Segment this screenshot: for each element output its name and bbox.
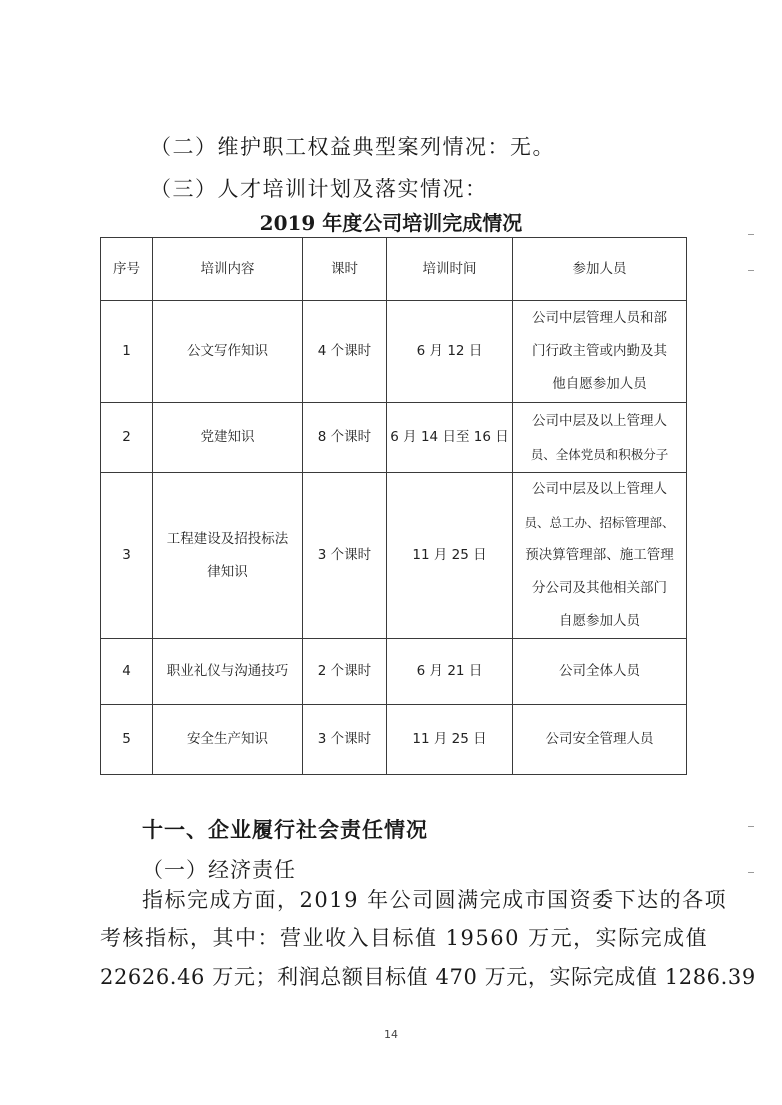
training-table xyxy=(100,237,687,775)
row-date: 6 月 12 日 xyxy=(387,301,513,403)
row-date: 6 月 21 日 xyxy=(387,639,513,705)
content-line: 公文写作知识 xyxy=(187,343,268,359)
table-row xyxy=(101,403,687,473)
section-subheading: （一）经济责任 xyxy=(142,858,296,882)
scan-mark xyxy=(748,234,754,235)
participants-line: 自愿参加人员 xyxy=(559,613,640,629)
paragraph-line-2: 考核指标，其中：营业收入目标值 19560 万元，实际完成值 xyxy=(100,926,709,950)
page-number: 14 xyxy=(384,1028,398,1041)
row-hours: 3 个课时 xyxy=(303,705,387,775)
row-participants xyxy=(513,473,687,639)
participants-line: 他自愿参加人员 xyxy=(552,376,647,392)
participants-line: 门行政主管或内勤及其 xyxy=(532,343,667,359)
row-hours: 4 个课时 xyxy=(303,301,387,403)
row-number: 5 xyxy=(101,705,153,775)
participants-line: 公司中层及以上管理人 xyxy=(532,412,667,429)
intro-line-1: （二）维护职工权益典型案列情况：无。 xyxy=(150,135,555,159)
row-participants xyxy=(513,301,687,403)
participants-line: 员、总工办、招标管理部、 xyxy=(524,515,675,530)
row-content xyxy=(153,403,303,473)
intro-line-2: （三）人才培训计划及落实情况： xyxy=(150,177,488,201)
content-line: 党建知识 xyxy=(200,429,255,445)
table-title: 2019 年度公司培训完成情况 xyxy=(259,211,523,235)
header-participants: 参加人员 xyxy=(513,238,687,301)
table-row xyxy=(101,301,687,403)
row-number: 3 xyxy=(101,473,153,639)
row-number: 2 xyxy=(101,403,153,473)
row-content xyxy=(153,705,303,775)
section-heading: 十一、企业履行社会责任情况 xyxy=(142,818,428,842)
table-row xyxy=(101,705,687,775)
row-date: 11 月 25 日 xyxy=(387,705,513,775)
content-line: 职业礼仪与沟通技巧 xyxy=(166,663,289,679)
row-content xyxy=(153,301,303,403)
table-row xyxy=(101,473,687,639)
header-content: 培训内容 xyxy=(153,238,303,301)
row-hours: 8 个课时 xyxy=(303,403,387,473)
header-hours: 课时 xyxy=(303,238,387,301)
row-hours: 3 个课时 xyxy=(303,473,387,639)
row-participants xyxy=(513,403,687,473)
participants-line: 公司安全管理人员 xyxy=(545,731,654,747)
row-participants xyxy=(513,639,687,705)
scan-mark xyxy=(748,826,754,827)
content-line: 律知识 xyxy=(207,563,248,580)
participants-line: 员、全体党员和积极分子 xyxy=(530,446,669,462)
row-date: 6 月 14 日至 16 日 xyxy=(387,403,513,473)
table-header-row xyxy=(101,238,687,301)
content-line: 安全生产知识 xyxy=(187,731,268,747)
participants-line: 分公司及其他相关部门 xyxy=(532,580,667,596)
row-content xyxy=(153,639,303,705)
table-row xyxy=(101,639,687,705)
participants-line: 公司中层及以上管理人 xyxy=(532,481,667,497)
scan-mark xyxy=(748,270,754,271)
participants-line: 公司中层管理人员和部 xyxy=(532,310,667,326)
row-content xyxy=(153,473,303,639)
header-number: 序号 xyxy=(101,238,153,301)
paragraph-line-3: 22626.46 万元；利润总额目标值 470 万元，实际完成值 1286.39 xyxy=(100,965,756,989)
content-line: 工程建设及招投标法 xyxy=(166,530,289,547)
paragraph-line-1: 指标完成方面，2019 年公司圆满完成市国资委下达的各项 xyxy=(142,888,728,912)
row-hours: 2 个课时 xyxy=(303,639,387,705)
row-number: 4 xyxy=(101,639,153,705)
row-date: 11 月 25 日 xyxy=(387,473,513,639)
header-date: 培训时间 xyxy=(387,238,513,301)
row-number: 1 xyxy=(101,301,153,403)
participants-line: 公司全体人员 xyxy=(559,663,640,679)
scan-mark xyxy=(748,872,754,873)
row-participants xyxy=(513,705,687,775)
participants-line: 预决算管理部、施工管理 xyxy=(525,547,674,563)
